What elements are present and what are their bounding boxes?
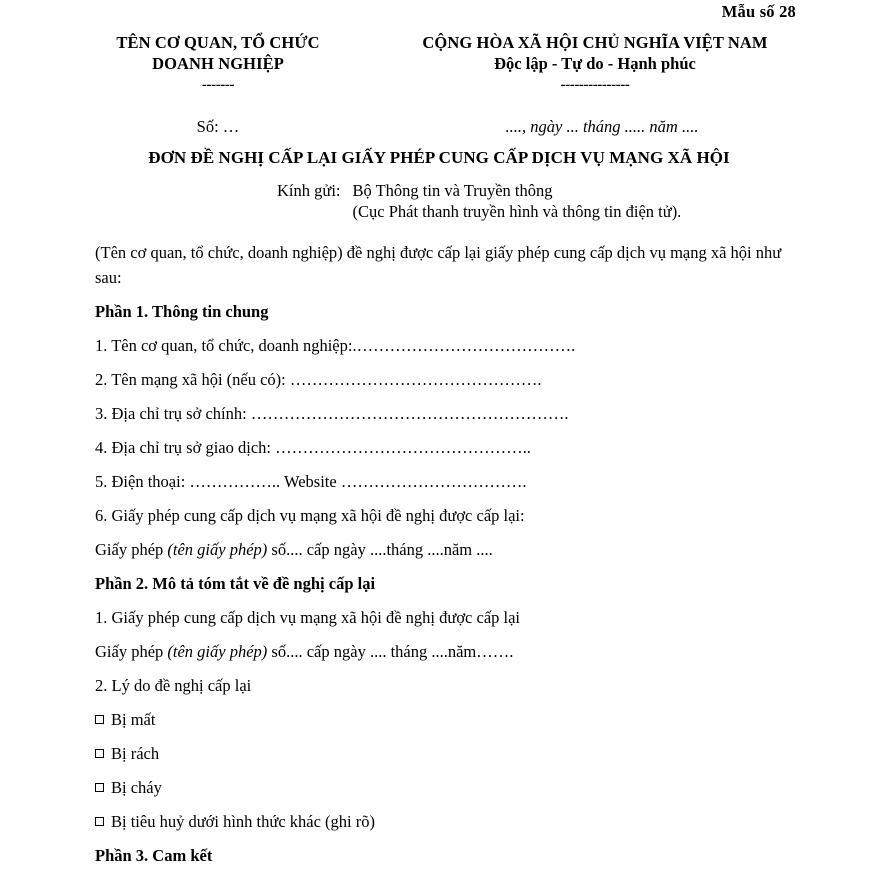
- part1-item-4: 4. Địa chỉ trụ sở giao dịch: ………………………………………..: [95, 438, 531, 457]
- letterhead: [0, 32, 878, 95]
- checkbox-row-torn[interactable]: [95, 741, 795, 766]
- checkbox-label-other: Bị tiêu huỷ dưới hình thức khác (ghi rõ): [111, 812, 375, 831]
- part1-item-5: 5. Điện thoại: …………….. Website …………………………….: [95, 472, 527, 491]
- part1-heading: Phần 1. Thông tin chung: [95, 302, 269, 321]
- recipient-label: Kính gửi:: [277, 181, 341, 200]
- part1-license-suffix: số.... cấp ngày ....tháng ....năm ....: [267, 540, 493, 559]
- checkbox-icon[interactable]: [95, 715, 104, 724]
- recipient-line-2: (Cục Phát thanh truyền hình và thông tin điện tử).: [352, 202, 682, 221]
- national-heading-block: [388, 32, 878, 95]
- part1-license-italic: (tên giấy phép): [167, 540, 268, 559]
- part2-item-2: 2. Lý do đề nghị cấp lại: [95, 676, 252, 695]
- intro-paragraph: (Tên cơ quan, tổ chức, doanh nghiệp) đề nghị được cấp lại giấy phép cung cấp dịch vụ mạng xã hội như sau:: [95, 243, 782, 287]
- checkbox-row-burnt[interactable]: [95, 775, 795, 800]
- part1-item-6: 6. Giấy phép cung cấp dịch vụ mạng xã hội đề nghị được cấp lại:: [95, 506, 525, 525]
- checkbox-label-lost: Bị mất: [111, 710, 156, 729]
- checkbox-row-other[interactable]: [95, 809, 795, 834]
- part2-license-suffix: số.... cấp ngày .... tháng ....năm…….: [267, 642, 514, 661]
- issuing-org-line2: DOANH NGHIỆP: [152, 54, 284, 73]
- issuing-org-line1: TÊN CƠ QUAN, TỔ CHỨC: [116, 33, 320, 52]
- part2-item-1: 1. Giấy phép cung cấp dịch vụ mạng xã hội đề nghị được cấp lại: [95, 608, 521, 627]
- recipient-block: [277, 180, 681, 222]
- checkbox-icon[interactable]: [95, 817, 104, 826]
- issuing-org-rule: -------: [201, 77, 235, 93]
- recipient-line-1: Bộ Thông tin và Truyền thông: [352, 181, 553, 200]
- country-name: CỘNG HÒA XÃ HỘI CHỦ NGHĨA VIỆT NAM: [422, 33, 768, 52]
- checkbox-row-lost[interactable]: [95, 707, 795, 732]
- checkbox-label-torn: Bị rách: [111, 744, 160, 763]
- page-title: ĐƠN ĐỀ NGHỊ CẤP LẠI GIẤY PHÉP CUNG CẤP DỊCH VỤ MẠNG XÃ HỘI: [148, 148, 730, 167]
- document-date: ...., ngày ... tháng ..... năm ....: [505, 117, 699, 136]
- part2-heading: Phần 2. Mô tả tóm tắt về đề nghị cấp lại: [95, 574, 376, 593]
- national-motto: Độc lập - Tự do - Hạnh phúc: [494, 54, 696, 73]
- checkbox-label-burnt: Bị cháy: [111, 778, 162, 797]
- checkbox-icon[interactable]: [95, 749, 104, 758]
- part3-heading: Phần 3. Cam kết: [95, 846, 213, 865]
- recipient-lines: [353, 180, 682, 222]
- part2-license-prefix: Giấy phép: [95, 642, 168, 661]
- issuing-org-block: [48, 32, 388, 95]
- part1-license-prefix: Giấy phép: [95, 540, 168, 559]
- part1-item-1: 1. Tên cơ quan, tổ chức, doanh nghiệp:.………………………………….: [95, 336, 576, 355]
- part1-license-line: [95, 537, 795, 562]
- part2-license-italic: (tên giấy phép): [167, 642, 268, 661]
- document-number: Số: …: [196, 117, 240, 136]
- checkbox-icon[interactable]: [95, 783, 104, 792]
- part1-item-2: 2. Tên mạng xã hội (nếu có): ……………………………………….: [95, 370, 542, 389]
- national-heading-rule: ---------------: [560, 77, 630, 93]
- part1-item-3: 3. Địa chỉ trụ sở chính: ………………………………………………….: [95, 404, 569, 423]
- meta-row: [0, 117, 878, 137]
- form-number: Mẫu số 28: [721, 2, 796, 21]
- document-body: [95, 240, 795, 877]
- part2-license-line: [95, 639, 795, 664]
